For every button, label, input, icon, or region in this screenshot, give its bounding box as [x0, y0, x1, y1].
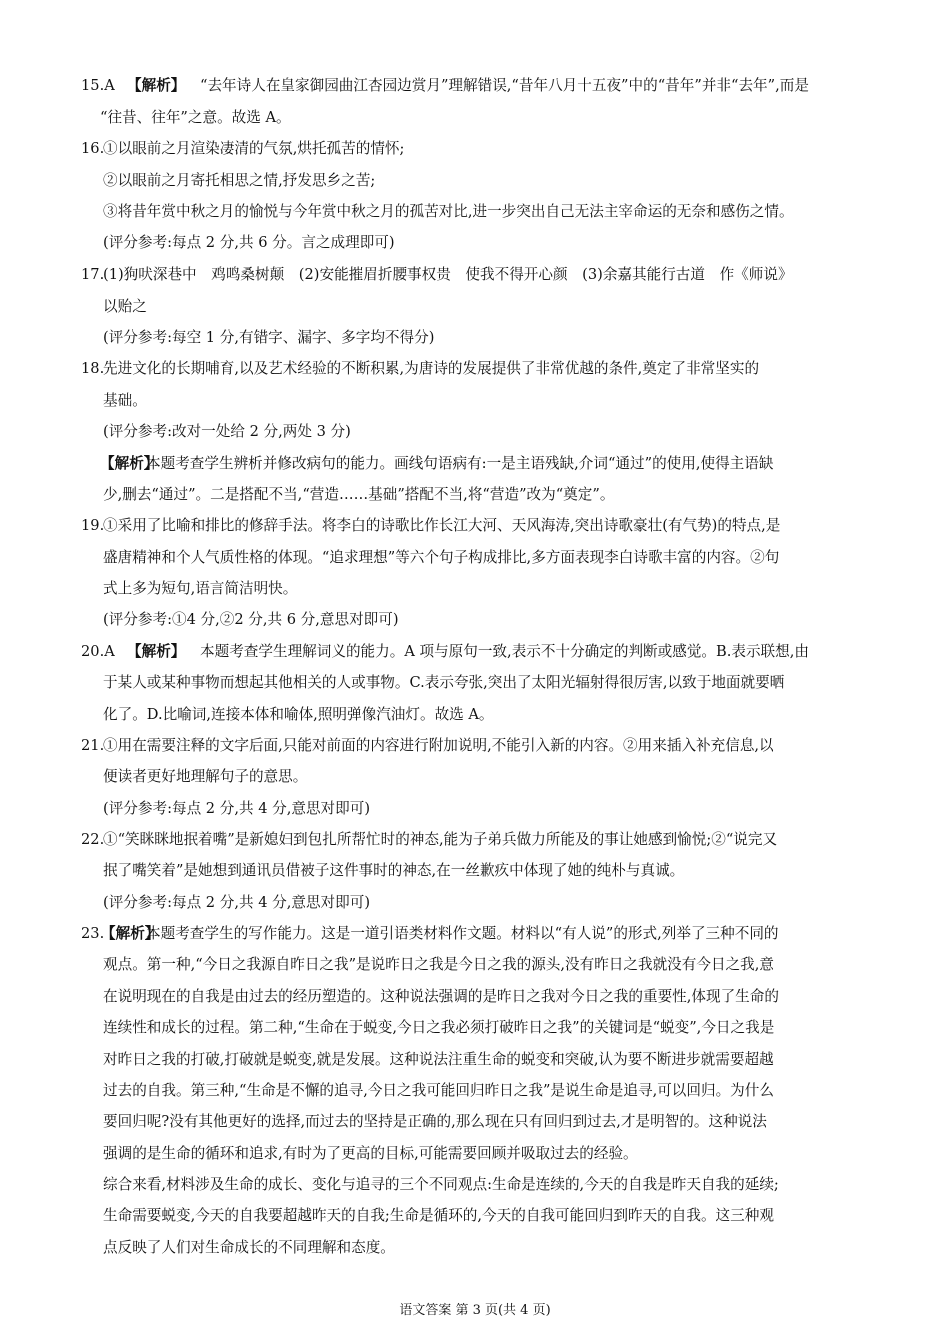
answer-22-line-2: 抿了嘴笑着”是她想到通讯员借被子这件事时的神态,在一丝歉疚中体现了她的纯朴与真诚。	[103, 862, 685, 879]
answer-23-line-11: 点反映了人们对生命成长的不同理解和态度。	[103, 1239, 395, 1256]
answer-16-text: ①以眼前之月渲染凄清的气氛,烘托孤苦的情怀;	[103, 140, 405, 157]
answer-18-analysis-text: 本题考查学生辨析并修改病句的能力。画线句语病有:一是主语残缺,介词“通过”的使用,使得主语缺	[146, 455, 774, 472]
answer-18-text: 先进文化的长期哺育,以及艺术经验的不断积累,为唐诗的发展提供了非常优越的条件,奠定了非常坚实的	[103, 360, 760, 377]
answer-15-analysis-label: 【解析】	[127, 77, 186, 94]
answer-15-line-2: “往昔、往年”之意。故选 A。	[100, 109, 291, 126]
answer-16-line-2: ②以眼前之月寄托相思之情,抒发思乡之苦;	[103, 172, 376, 189]
answer-18-line-2: 基础。	[103, 392, 147, 409]
answer-21-number: 21.	[81, 737, 105, 754]
answer-19-line-2: 盛唐精神和个人气质性格的体现。“追求理想”等六个句子构成排比,多方面表现李白诗歌丰富的内容。②句	[103, 549, 780, 566]
answer-23-text: 本题考查学生的写作能力。这是一道引语类材料作文题。材料以“有人说”的形式,列举了三种不同的	[146, 925, 779, 942]
answer-23-number: 23.	[81, 925, 105, 942]
answer-20-line-2: 于某人或某种事物而想起其他相关的人或事物。C.表示夸张,突出了太阳光辐射得很厉害,以致于地面就要晒	[103, 674, 785, 691]
answer-21-scoring: (评分参考:每点 2 分,共 4 分,意思对即可)	[103, 800, 371, 817]
answer-19-text: ①采用了比喻和排比的修辞手法。将李白的诗歌比作长江大河、天风海涛,突出诗歌豪壮(有气势)的特点,是	[103, 517, 781, 534]
answer-22-scoring: (评分参考:每点 2 分,共 4 分,意思对即可)	[103, 894, 371, 911]
answer-16-line-3: ③将昔年赏中秋之月的愉悦与今年赏中秋之月的孤苦对比,进一步突出自己无法主宰命运的无奈和感伤之情。	[103, 203, 794, 220]
answer-18-analysis-label: 【解析】	[100, 455, 159, 472]
answer-23-analysis-label: 【解析】	[101, 925, 160, 942]
page-footer: 语文答案 第 3 页(共 4 页)	[399, 1303, 551, 1318]
answer-23-line-6: 过去的自我。第三种,“生命是不懈的追寻,今日之我可能回归昨日之我”是说生命是追寻,可以回归。为什么	[103, 1082, 774, 1099]
answer-16-number: 16.	[81, 140, 105, 157]
answer-20-analysis-label: 【解析】	[127, 643, 186, 660]
answer-17-text: (1)狗吠深巷中 鸡鸣桑树颠 (2)安能摧眉折腰事权贵 使我不得开心颜 (3)余嘉其能行古道 作《师说》	[103, 266, 793, 283]
answer-19-line-3: 式上多为短句,语言简洁明快。	[103, 580, 298, 597]
answer-16-scoring: (评分参考:每点 2 分,共 6 分。言之成理即可)	[103, 234, 395, 251]
answer-17-number: 17.	[81, 266, 105, 283]
answer-23-line-5: 对昨日之我的打破,打破就是蜕变,就是发展。这种说法注重生命的蜕变和突破,认为要不断进步就需要超越	[103, 1051, 774, 1068]
answer-20-text: 本题考查学生理解词义的能力。A 项与原句一致,表示不十分确定的判断或感觉。B.表示联想,由	[200, 643, 809, 660]
answer-20-line-3: 化了。D.比喻词,连接本体和喻体,照明弹像汽油灯。故选 A。	[103, 706, 494, 723]
answer-18-number: 18.	[81, 360, 105, 377]
answer-21-text: ①用在需要注释的文字后面,只能对前面的内容进行附加说明,不能引入新的内容。②用来插入补充信息,以	[103, 737, 774, 754]
answer-19-number: 19.	[81, 517, 105, 534]
answer-18-analysis-line-2: 少,删去“通过”。二是搭配不当,“营造……基础”搭配不当,将“营造”改为“奠定”。	[103, 486, 615, 503]
answer-17-scoring: (评分参考:每空 1 分,有错字、漏字、多字均不得分)	[103, 329, 435, 346]
answer-23-line-9: 综合来看,材料涉及生命的成长、变化与追寻的三个不同观点:生命是连续的,今天的自我是昨天自我的延续;	[103, 1176, 779, 1193]
answer-15-number: 15.A	[81, 77, 115, 94]
answer-21-line-2: 便读者更好地理解句子的意思。	[103, 768, 308, 785]
answer-23-line-3: 在说明现在的自我是由过去的经历塑造的。这种说法强调的是昨日之我对今日之我的重要性,体现了生命的	[103, 988, 779, 1005]
answer-23-line-4: 连续性和成长的过程。第二种,“生命在于蜕变,今日之我必须打破昨日之我”的关键词是“蜕变”,今日之我是	[103, 1019, 775, 1036]
answer-20-number: 20.A	[81, 643, 115, 660]
answer-22-number: 22.	[81, 831, 105, 848]
answer-17-line-2: 以贻之	[103, 298, 147, 315]
answer-15-text: “去年诗人在皇家御园曲江杏园边赏月”理解错误,“昔年八月十五夜”中的“昔年”并非“去年”,而是	[200, 77, 809, 94]
answer-19-scoring: (评分参考:①4 分,②2 分,共 6 分,意思对即可)	[103, 611, 399, 628]
answer-23-line-2: 观点。第一种,“今日之我源自昨日之我”是说昨日之我是今日之我的源头,没有昨日之我就没有今日之我,意	[103, 956, 774, 973]
answer-22-text: ①“笑眯眯地抿着嘴”是新媳妇到包扎所帮忙时的神态,能为子弟兵做力所能及的事让她感到愉悦;②“说完又	[103, 831, 778, 848]
answer-23-line-10: 生命需要蜕变,今天的自我要超越昨天的自我;生命是循环的,今天的自我可能回归到昨天的自我。这三种观	[103, 1207, 774, 1224]
answer-18-scoring: (评分参考:改对一处给 2 分,两处 3 分)	[103, 423, 351, 440]
answer-23-line-7: 要回归呢?没有其他更好的选择,而过去的坚持是正确的,那么现在只有回归到过去,才是明智的。这种说法	[103, 1113, 767, 1130]
answer-23-line-8: 强调的是生命的循环和追求,有时为了更高的目标,可能需要回顾并吸取过去的经验。	[103, 1145, 638, 1162]
